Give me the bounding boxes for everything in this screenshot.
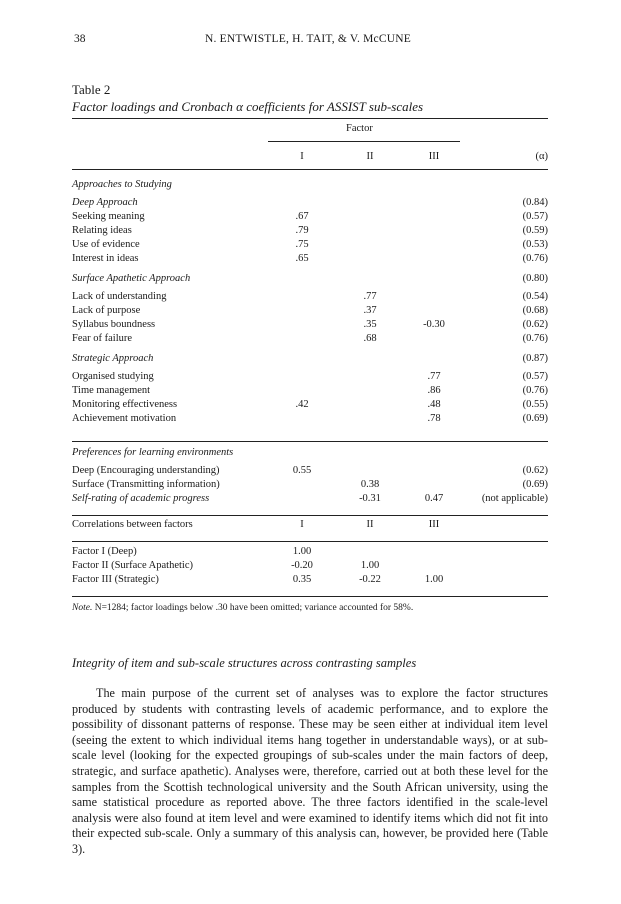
- factor-1-cell: -0.20: [291, 560, 313, 571]
- row-label: Relating ideas: [72, 225, 132, 236]
- page-number: 38: [74, 33, 86, 45]
- factor-1-cell: .42: [295, 399, 309, 410]
- table-row: [72, 352, 548, 365]
- row-label: Lack of understanding: [72, 291, 167, 302]
- row-label: Seeking meaning: [72, 211, 145, 222]
- factor-2-cell: .77: [363, 291, 377, 302]
- factor-2-cell: .35: [363, 319, 377, 330]
- alpha-cell: (0.69): [522, 413, 548, 424]
- table-top-rule: [72, 118, 548, 119]
- table-row: [72, 252, 548, 265]
- factor-3-cell: -0.30: [423, 319, 445, 330]
- alpha-cell: (0.80): [522, 273, 548, 284]
- table-row: [72, 412, 548, 425]
- table-row: [72, 318, 548, 331]
- table-row: [72, 492, 548, 505]
- table-row: [72, 178, 548, 191]
- table-row: [72, 464, 548, 477]
- alpha-cell: (0.53): [522, 239, 548, 250]
- table-row: [72, 210, 548, 223]
- row-label: Lack of purpose: [72, 305, 141, 316]
- table-row: [72, 238, 548, 251]
- row-label: Self-rating of academic progress: [72, 493, 210, 504]
- table-row: [72, 384, 548, 397]
- factor-1-cell: .65: [295, 253, 309, 264]
- row-label: Monitoring effectiveness: [72, 399, 178, 410]
- header-bottom-rule: [72, 169, 548, 170]
- factor-header: Factor: [346, 123, 373, 134]
- alpha-cell: (0.62): [522, 319, 548, 330]
- factor-3-cell: 1.00: [424, 574, 444, 585]
- rule-after-preferences: [72, 515, 548, 516]
- table-row: [72, 224, 548, 237]
- alpha-cell: (0.57): [522, 371, 548, 382]
- factor-2-cell: -0.31: [359, 493, 381, 504]
- rule-after-strategic: [72, 441, 548, 442]
- table-row: [72, 304, 548, 317]
- factor-2-cell: .37: [363, 305, 377, 316]
- factor-2-cell: 1.00: [360, 560, 380, 571]
- alpha-cell: (not applicable): [481, 493, 548, 504]
- table-row: [72, 545, 548, 558]
- column-header-factor-2: II: [366, 151, 374, 162]
- row-label: Deep Approach: [72, 197, 138, 208]
- alpha-cell: (0.68): [522, 305, 548, 316]
- row-label: Approaches to Studying: [72, 179, 172, 190]
- row-label: Deep (Encouraging understanding): [72, 465, 220, 476]
- column-header-factor-1: I: [300, 151, 304, 162]
- row-label: Preferences for learning environments: [72, 447, 234, 458]
- row-label: Surface (Transmitting information): [72, 479, 220, 490]
- row-label: Organised studying: [72, 371, 154, 382]
- table-bottom-rule: [72, 596, 548, 597]
- factor-2-cell: 0.38: [360, 479, 380, 490]
- column-header-row: [72, 150, 548, 163]
- row-label: Achievement motivation: [72, 413, 177, 424]
- table-caption: Factor loadings and Cronbach α coefficients for ASSIST sub-scales: [72, 99, 424, 114]
- row-label: Surface Apathetic Approach: [72, 273, 191, 284]
- table-row: [72, 446, 548, 459]
- table-row: [72, 573, 548, 586]
- table-row: [72, 518, 548, 531]
- alpha-cell: (0.57): [522, 211, 548, 222]
- factor-1-cell: .79: [295, 225, 309, 236]
- alpha-cell: (0.84): [522, 197, 548, 208]
- alpha-cell: (0.59): [522, 225, 548, 236]
- factor-1-cell: I: [300, 519, 304, 530]
- factor-1-cell: 0.55: [292, 465, 312, 476]
- factor-1-cell: .75: [295, 239, 309, 250]
- factor-1-cell: 0.35: [292, 574, 312, 585]
- running-head: N. ENTWISTLE, H. TAIT, & V. McCUNE: [205, 33, 411, 45]
- table-row: [72, 398, 548, 411]
- factor-1-cell: .67: [295, 211, 309, 222]
- rule-after-correlation-header: [72, 541, 548, 542]
- table-row: [72, 332, 548, 345]
- row-label: Time management: [72, 385, 151, 396]
- row-label: Use of evidence: [72, 239, 140, 250]
- alpha-cell: (0.54): [522, 291, 548, 302]
- row-label: Fear of failure: [72, 333, 133, 344]
- table-row: [72, 196, 548, 209]
- row-label: Correlations between factors: [72, 519, 193, 530]
- table-row: [72, 559, 548, 572]
- factor-3-cell: .86: [427, 385, 441, 396]
- column-header-factor-3: III: [428, 151, 440, 162]
- table-row: [72, 370, 548, 383]
- row-label: Factor III (Strategic): [72, 574, 159, 585]
- factor-2-cell: .68: [363, 333, 377, 344]
- row-label: Syllabus boundness: [72, 319, 156, 330]
- row-label: Interest in ideas: [72, 253, 139, 264]
- factor-1-cell: 1.00: [292, 546, 312, 557]
- factor-3-cell: III: [428, 519, 440, 530]
- alpha-cell: (0.76): [522, 385, 548, 396]
- alpha-cell: (0.87): [522, 353, 548, 364]
- factor-3-cell: .77: [427, 371, 441, 382]
- row-label: Factor II (Surface Apathetic): [72, 560, 193, 571]
- table-label: Table 2: [72, 82, 111, 97]
- body-paragraph: The main purpose of the current set of analyses was to explore the factor structures produced by students with contrasting levels of academic performance, and to explore the possibility of dissonant patterns of response. These may be seen either at individual item level (seeing the extent to which individual items hang together in understandable ways), or at sub-scale level (looking for the expected groupings of sub-scales under the main factors of deep, strategic, and surface apathetic). Analyses were, therefore, carried out at both these level for the samples from the Scottish technological university and the South African university, using the same statistical procedure as reported above. The three factors identified in the scale-level analysis were also found at item level and were examined to identify items which did not fit into their expected sub-scale. Only a summary of this analysis can, however, be provided here (Table 3).: [72, 686, 548, 856]
- section-heading: Integrity of item and sub-scale structures across contrasting samples: [72, 656, 417, 670]
- alpha-cell: (0.69): [522, 479, 548, 490]
- factor-span-rule: [268, 141, 460, 142]
- table-row: [72, 290, 548, 303]
- alpha-cell: (0.55): [522, 399, 548, 410]
- factor-2-cell: -0.22: [359, 574, 381, 585]
- note-label: Note.: [72, 603, 93, 613]
- factor-3-cell: .78: [427, 413, 441, 424]
- table-row: [72, 272, 548, 285]
- alpha-cell: (0.62): [522, 465, 548, 476]
- factor-2-cell: II: [366, 519, 374, 530]
- factor-3-cell: 0.47: [424, 493, 444, 504]
- row-label: Strategic Approach: [72, 353, 154, 364]
- table-note: [72, 603, 413, 613]
- table-row: [72, 478, 548, 491]
- column-header-alpha: (α): [535, 151, 548, 162]
- row-label: Factor I (Deep): [72, 546, 137, 557]
- note-text: N=1284; factor loadings below .30 have been omitted; variance accounted for 58%.: [94, 603, 414, 613]
- alpha-cell: (0.76): [522, 253, 548, 264]
- factor-3-cell: .48: [427, 399, 441, 410]
- alpha-cell: (0.76): [522, 333, 548, 344]
